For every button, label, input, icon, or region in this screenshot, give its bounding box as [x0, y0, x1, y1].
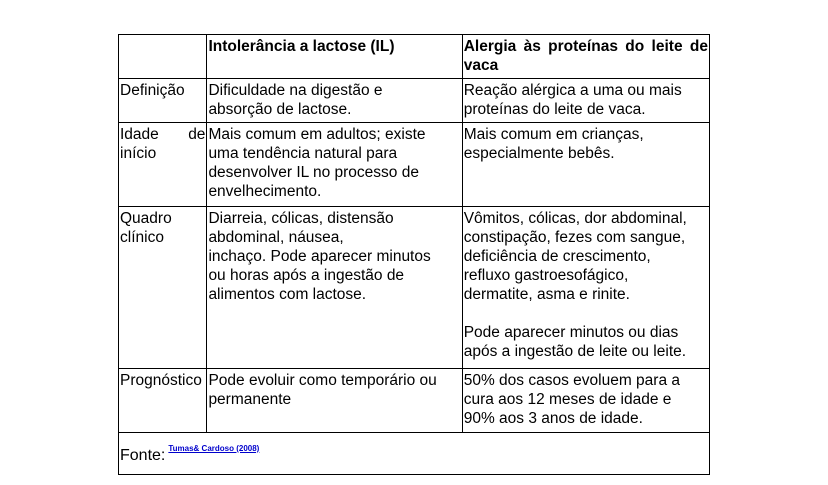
il-idade-line: uma tendência natural para — [208, 145, 398, 162]
row-label-quadro-clinico: Quadro clínico — [119, 207, 207, 369]
il-cell-definicao — [207, 79, 462, 123]
il-definicao-line: Dificuldade na digestão e — [208, 82, 383, 99]
source-row — [119, 433, 710, 475]
table-row-definicao — [119, 79, 710, 123]
apl-cell-quadro-clinico — [462, 207, 709, 369]
il-clinico-line: alimentos com lactose. — [208, 286, 367, 303]
apl-cell-prognostico — [462, 369, 709, 433]
il-prognostico-line: permanente — [208, 391, 292, 408]
source-cell — [119, 433, 710, 475]
table-row-idade — [119, 123, 710, 207]
header-blank-cell — [119, 35, 207, 79]
paragraph-gap — [464, 304, 708, 323]
row-label-definicao: Definição — [119, 79, 207, 123]
table-row-quadro-clinico — [119, 207, 710, 369]
header-il-cell: Intolerância a lactose (IL) — [207, 35, 462, 79]
apl-definicao-line: proteínas do leite de vaca. — [463, 101, 646, 118]
apl-definicao-line: Reação alérgica a uma ou mais — [463, 82, 682, 99]
apl-clinico-extra-line: após a ingestão de leite ou leite. — [463, 343, 687, 360]
source-label: Fonte: — [120, 447, 166, 464]
apl-clinico-line: dermatite, asma e rinite. — [463, 286, 630, 303]
apl-clinico-line: Vômitos, cólicas, dor abdominal, — [463, 210, 687, 227]
il-clinico-line: Diarreia, cólicas, distensão — [208, 210, 394, 227]
comparison-table — [118, 34, 710, 475]
apl-clinico-line: constipação, fezes com sangue, — [463, 229, 686, 246]
apl-clinico-line: deficiência de crescimento, — [463, 248, 651, 265]
il-clinico-line: abdominal, náusea, — [208, 229, 344, 246]
apl-idade-line: especialmente bebês. — [463, 145, 615, 162]
il-cell-idade — [207, 123, 462, 207]
il-cell-quadro-clinico — [207, 207, 462, 369]
row-label-idade: Idade de início — [119, 123, 207, 207]
apl-prognostico-line: cura aos 12 meses de idade e — [463, 391, 672, 408]
apl-idade-line: Mais comum em crianças, — [463, 126, 644, 143]
il-clinico-line: ou horas após a ingestão de — [208, 267, 405, 284]
il-prognostico-line: Pode evoluir como temporário ou — [208, 372, 437, 389]
apl-cell-idade — [462, 123, 709, 207]
il-idade-line: desenvolver IL no processo de — [208, 164, 419, 181]
apl-clinico-extra-line: Pode aparecer minutos ou dias — [463, 324, 679, 341]
row-label-prognostico: Prognóstico — [119, 369, 207, 433]
il-cell-prognostico — [207, 369, 462, 433]
apl-prognostico-line: 90% aos 3 anos de idade. — [463, 410, 643, 427]
il-clinico-line: inchaço. Pode aparecer minutos — [208, 248, 431, 265]
il-idade-line: envelhecimento. — [208, 183, 322, 200]
header-row — [119, 35, 710, 79]
source-link[interactable]: Tumas& Cardoso (2008) — [168, 444, 260, 453]
header-apl-cell: Alergia às proteínas do leite de vaca — [462, 35, 709, 79]
apl-clinico-line: refluxo gastroesofágico, — [463, 267, 629, 284]
apl-cell-definicao — [462, 79, 709, 123]
table-row-prognostico — [119, 369, 710, 433]
apl-prognostico-line: 50% dos casos evoluem para a — [463, 372, 680, 389]
il-idade-line: Mais comum em adultos; existe — [208, 126, 426, 143]
il-definicao-line: absorção de lactose. — [208, 101, 352, 118]
